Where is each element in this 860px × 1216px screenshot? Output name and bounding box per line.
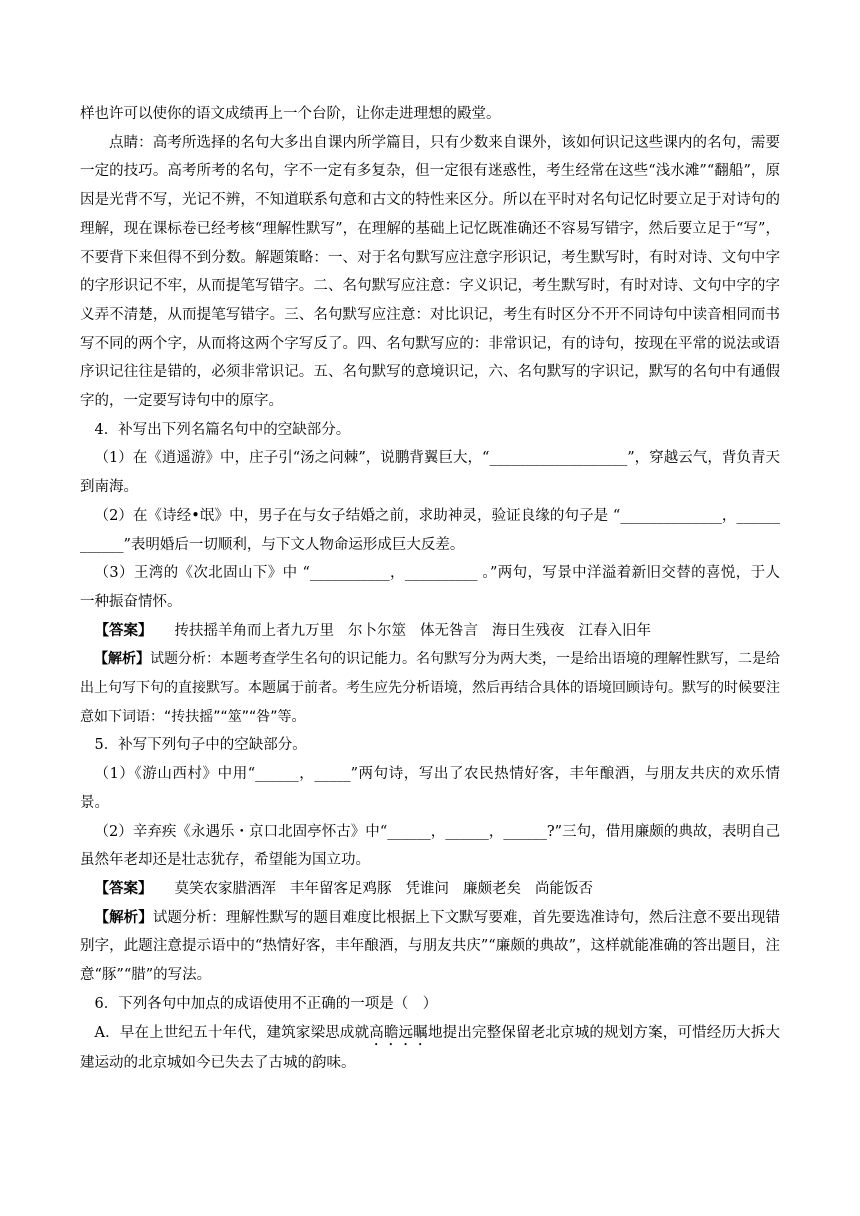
question-6-option-a [80, 1019, 780, 1078]
analysis-tag: 【解析】 [94, 651, 150, 668]
answer-item: 抟扶摇羊角而上者九万里 [174, 622, 334, 639]
question-4-answer [80, 617, 780, 646]
analysis-text: 试题分析：理解性默写的题目难度比根据上下文默写要难，首先要选准诗句，然后注意不要出现错别字，此题注意提示语中的“热情好客，丰年酿酒，与朋友共庆”“廉颇的典故”，这样就能准确的答出题目，注意“豚”“腊”的写法。 [80, 909, 781, 984]
question-5-answer [80, 875, 780, 904]
dianjing-paragraph: 点睛：高考所选择的名句大多出自课内所学篇目，只有少数来自课外，该如何识记这些课内的名句，需要一定的技巧。高考所考的名句，字不一定有多复杂，但一定很有迷惑性，考生经常在这些“浅水滩”“翻船”，原因是光背不写，光记不辨，不知道联系句意和古文的特性来区分。所以在平时对名句记忆时要立足于对诗句的理解，现在课标卷已经考核“理解性默写”，在理解的基础上记忆既准确还不容易写错字，然后要立足于“写”，不要背下来但得不到分数。解题策略：一、对于名句默写应注意字形识记，考生默写时，有时对诗、文句中字的字形识记不牢，从而提笔写错字。二、名句默写应注意：字义识记，考生默写时，有时对诗、文句中字的字义弄不清楚，从而提笔写错字。三、名句默写应注意：对比识记，考生有时区分不开不同诗句中读音相同而书写不同的两个字，从而将这两个字写反了。四、名句默写应的：非常识记，有的诗句，按现在平常的说法或语序识记往往是错的，必须非常识记。五、名句默写的意境识记，六、名句默写的字识记，默写的名句中有通假字的，一定要写诗句中的原字。 [80, 134, 780, 410]
question-6-title: 6．下列各句中加点的成语使用不正确的一项是（ ） [94, 995, 438, 1012]
document-body [80, 100, 780, 1077]
dotted-idiom: 高瞻远瞩 [369, 1024, 428, 1041]
option-text: 地提出完整保留老北京城的规划方案，可惜经历大拆大建运动的北京城如今已失去了古城的韵味。 [80, 1024, 780, 1071]
answer-item: 海日生残夜 [492, 622, 565, 639]
intro-line: 样也许可以使你的语文成绩再上一个台阶，让你走进理想的殿堂。 [80, 106, 501, 122]
answer-tag: 【答案】 [94, 880, 153, 897]
analysis-text: 试题分析：本题考查学生名句的识记能力。名句默写分为两大类，一是给出语境的理解性默写，二是给出上句写下句的直接默写。本题属于前者。考生应先分析语境，然后再结合具体的语境回顾诗句。默写的时候要注意如下词语：“抟扶摇”“筮”“咎”等。 [80, 651, 780, 725]
answer-item: 尚能饭否 [535, 880, 593, 897]
answer-item: 丰年留客足鸡豚 [290, 880, 392, 897]
question-4-analysis [80, 645, 780, 731]
question-4-item-1: （1）在《逍遥游》中，庄子引“汤之问棘”，说鹏背翼巨大，“___________________”，穿越云气，背负青天到南海。 [80, 450, 780, 496]
question-4-item-3: （3）王湾的《次北固山下》中 “___________，__________ 。”两句，写景中洋溢着新旧交替的喜悦，于人一种振奋情怀。 [80, 565, 780, 610]
answer-item: 体无咎言 [420, 622, 478, 639]
answer-item: 尔卜尔筮 [348, 622, 406, 639]
answer-item: 凭谁问 [405, 880, 449, 897]
analysis-tag: 【解析】 [94, 909, 153, 926]
question-5-item-1: （1）《游山西村》中用“______，_____”两句诗，写出了农民热情好客，丰年酿酒，与朋友共庆的欢乐情景。 [80, 766, 780, 811]
question-5-analysis [80, 904, 780, 990]
answer-item: 廉颇老矣 [463, 880, 521, 897]
answer-tag: 【答案】 [94, 622, 153, 639]
question-5-title: 5．补写下列句子中的空缺部分。 [94, 737, 307, 754]
option-text: A．早在上世纪五十年代，建筑家梁思成就 [94, 1024, 370, 1041]
answer-item: 江春入旧年 [578, 622, 651, 639]
question-4-item-2: （2）在《诗经•氓》中，男子在与女子结婚之前，求助神灵，验证良缘的句子是 “______________，____________”表明婚后一切顺利，与下文人物命运形成巨大反差。 [80, 507, 780, 553]
answer-item: 莫笑农家腊酒浑 [174, 880, 276, 897]
question-5-item-2: （2）辛弃疾《永遇乐・京口北固亭怀古》中“______，______，______?”三句，借用廉颇的典故，表明自己虽然年老却还是壮志犹存，希望能为国立功。 [80, 823, 780, 869]
question-4-title: 4．补写出下列名篇名句中的空缺部分。 [94, 421, 351, 438]
